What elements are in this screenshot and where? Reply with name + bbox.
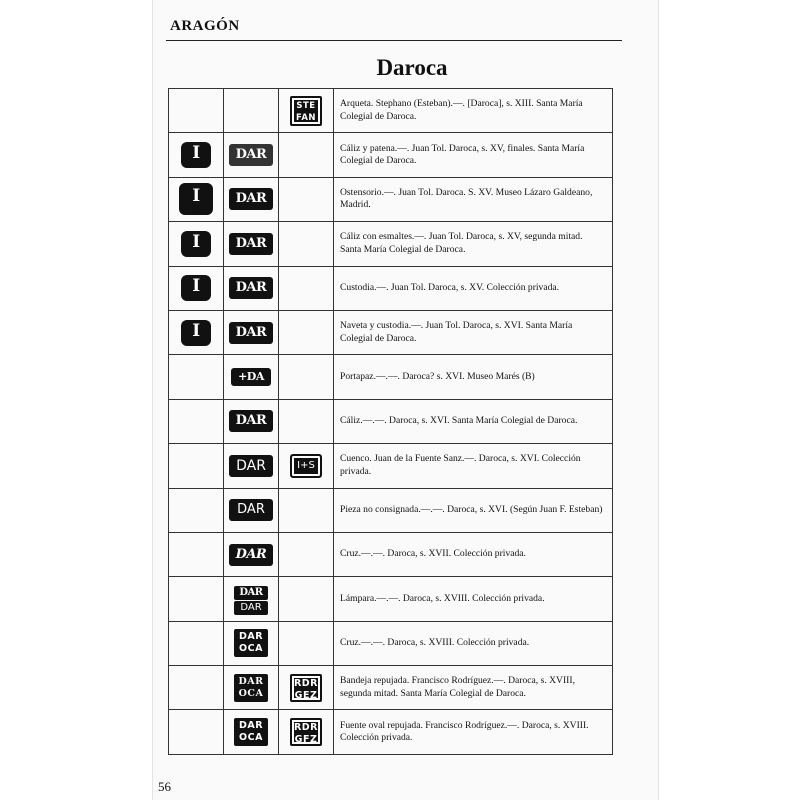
mark-cell-2 xyxy=(224,666,279,710)
mark-cell-3 xyxy=(279,133,334,177)
mark-cell-3 xyxy=(279,177,334,221)
mark-cell-3 xyxy=(279,444,334,488)
table-row xyxy=(169,222,613,266)
mark-cell-1 xyxy=(169,399,224,443)
hallmark-stamp-line: GFZ xyxy=(294,734,318,746)
mark-cell-1 xyxy=(169,710,224,754)
hallmark-stamp: DAR xyxy=(229,144,273,166)
header-rule xyxy=(166,40,622,41)
table-row xyxy=(169,577,613,621)
hallmark-stamp: DAR xyxy=(229,277,273,299)
hallmark-stamp: I xyxy=(181,320,211,346)
piece-description: Ostensorio.—. Juan Tol. Daroca. S. XV. Museo Lázaro Galdeano, Madrid. xyxy=(334,177,613,221)
mark-cell-2 xyxy=(224,177,279,221)
mark-cell-1 xyxy=(169,532,224,576)
mark-cell-1 xyxy=(169,310,224,354)
mark-cell-3 xyxy=(279,399,334,443)
mark-cell-2 xyxy=(224,710,279,754)
hallmark-stamp-line: DAR xyxy=(238,720,264,732)
mark-cell-2 xyxy=(224,532,279,576)
hallmark-stamp: I xyxy=(181,142,211,168)
mark-cell-3 xyxy=(279,89,334,133)
mark-cell-2 xyxy=(224,310,279,354)
mark-cell-2 xyxy=(224,444,279,488)
mark-cell-3 xyxy=(279,310,334,354)
hallmark-stamp: DAR xyxy=(229,499,273,521)
mark-cell-2 xyxy=(224,89,279,133)
hallmark-stamp-line: OCA xyxy=(239,732,263,744)
hallmark-stamp: I xyxy=(181,231,211,257)
mark-cell-3 xyxy=(279,355,334,399)
table-row xyxy=(169,310,613,354)
hallmark-stack xyxy=(234,586,268,615)
piece-description: Cuenco. Juan de la Fuente Sanz.—. Daroca, s. XVI. Colección privada. xyxy=(334,444,613,488)
table-row xyxy=(169,666,613,710)
hallmark-stamp xyxy=(290,674,322,702)
table-row xyxy=(169,355,613,399)
mark-cell-2 xyxy=(224,488,279,532)
mark-cell-2 xyxy=(224,355,279,399)
hallmark-stamp: DAR xyxy=(234,601,268,615)
piece-description: Fuente oval repujada. Francisco Rodríguez.—. Daroca, s. XVIII. Colección privada. xyxy=(334,710,613,754)
hallmark-stamp-line: OCA xyxy=(238,687,264,699)
mark-cell-2 xyxy=(224,399,279,443)
hallmark-stamp: I xyxy=(181,275,211,301)
hallmark-stamp: DAR xyxy=(229,322,273,344)
piece-description: Cruz.—.—. Daroca, s. XVIII. Colección privada. xyxy=(334,621,613,665)
table-row xyxy=(169,399,613,443)
mark-cell-3 xyxy=(279,710,334,754)
table-row xyxy=(169,621,613,665)
hallmark-stamp: DAR xyxy=(229,544,273,566)
mark-cell-3 xyxy=(279,266,334,310)
table-row xyxy=(169,266,613,310)
hallmark-stamp: DAR xyxy=(229,188,273,210)
mark-cell-2 xyxy=(224,133,279,177)
mark-cell-1 xyxy=(169,355,224,399)
piece-description: Cáliz.—.—. Daroca, s. XVI. Santa María Colegial de Daroca. xyxy=(334,399,613,443)
mark-cell-1 xyxy=(169,133,224,177)
hallmark-stamp xyxy=(290,718,322,746)
hallmark-stamp-line: RDR xyxy=(293,677,319,689)
hallmarks-table xyxy=(168,88,613,755)
mark-cell-3 xyxy=(279,488,334,532)
piece-description: Naveta y custodia.—. Juan Tol. Daroca, s. XVI. Santa María Colegial de Daroca. xyxy=(334,310,613,354)
table-row xyxy=(169,89,613,133)
table-row xyxy=(169,488,613,532)
page-title: Daroca xyxy=(376,55,448,80)
hallmark-stamp: I xyxy=(179,183,213,215)
hallmark-stamp-line: OCA xyxy=(239,643,263,655)
piece-description: Pieza no consignada.—.—. Daroca, s. XVI. (Según Juan F. Esteban) xyxy=(334,488,613,532)
hallmark-stamp-line: DAR xyxy=(238,675,264,687)
table-row xyxy=(169,532,613,576)
mark-cell-3 xyxy=(279,222,334,266)
hallmark-stamp: DAR xyxy=(234,586,268,600)
piece-description: Cruz.—.—. Daroca, s. XVII. Colección privada. xyxy=(334,532,613,576)
mark-cell-1 xyxy=(169,488,224,532)
section-header: ARAGÓN xyxy=(170,18,240,34)
mark-cell-3 xyxy=(279,621,334,665)
mark-cell-1 xyxy=(169,177,224,221)
hallmark-stamp: DAR xyxy=(229,233,273,255)
piece-description: Portapaz.—.—. Daroca? s. XVI. Museo Marés (B) xyxy=(334,355,613,399)
mark-cell-2 xyxy=(224,222,279,266)
piece-description: Cáliz y patena.—. Juan Tol. Daroca, s. XV, finales. Santa María Colegial de Daroca. xyxy=(334,133,613,177)
mark-cell-1 xyxy=(169,621,224,665)
piece-description: Cáliz con esmaltes.—. Juan Tol. Daroca, s. XV, segunda mitad. Santa María Colegial de Daroca. xyxy=(334,222,613,266)
hallmark-stamp: I+S xyxy=(290,454,322,478)
page-number: 56 xyxy=(158,779,171,794)
piece-description: Arqueta. Stephano (Esteban).—. [Daroca], s. XIII. Santa María Colegial de Daroca. xyxy=(334,89,613,133)
hallmark-stamp xyxy=(234,674,268,702)
mark-cell-1 xyxy=(169,577,224,621)
table-row xyxy=(169,133,613,177)
mark-cell-3 xyxy=(279,532,334,576)
hallmark-stamp xyxy=(234,629,268,657)
mark-cell-1 xyxy=(169,222,224,266)
mark-cell-2 xyxy=(224,577,279,621)
mark-cell-3 xyxy=(279,577,334,621)
hallmark-stamp-line: STE FAN xyxy=(295,100,317,123)
table-row xyxy=(169,177,613,221)
piece-description: Bandeja repujada. Francisco Rodríguez.—. Daroca, s. XVIII, segunda mitad. Santa María Colegial de Daroca. xyxy=(334,666,613,710)
mark-cell-1 xyxy=(169,444,224,488)
hallmark-stamp: +DA xyxy=(231,368,271,386)
mark-cell-2 xyxy=(224,266,279,310)
piece-description: Lámpara.—.—. Daroca, s. XVIII. Colección privada. xyxy=(334,577,613,621)
mark-cell-2 xyxy=(224,621,279,665)
table-row xyxy=(169,710,613,754)
mark-cell-1 xyxy=(169,266,224,310)
hallmark-stamp: DAR xyxy=(229,410,273,432)
hallmark-stamp: DAR xyxy=(229,455,273,477)
table-row xyxy=(169,444,613,488)
hallmark-stamp-line: DAR xyxy=(238,631,264,643)
hallmark-stamp-line: RDR xyxy=(293,722,319,734)
mark-cell-3 xyxy=(279,666,334,710)
hallmark-stamp-line: GEZ xyxy=(294,689,318,701)
hallmark-stamp xyxy=(290,96,322,126)
mark-cell-1 xyxy=(169,89,224,133)
mark-cell-1 xyxy=(169,666,224,710)
piece-description: Custodia.—. Juan Tol. Daroca, s. XV. Colección privada. xyxy=(334,266,613,310)
hallmark-stamp xyxy=(234,718,268,746)
